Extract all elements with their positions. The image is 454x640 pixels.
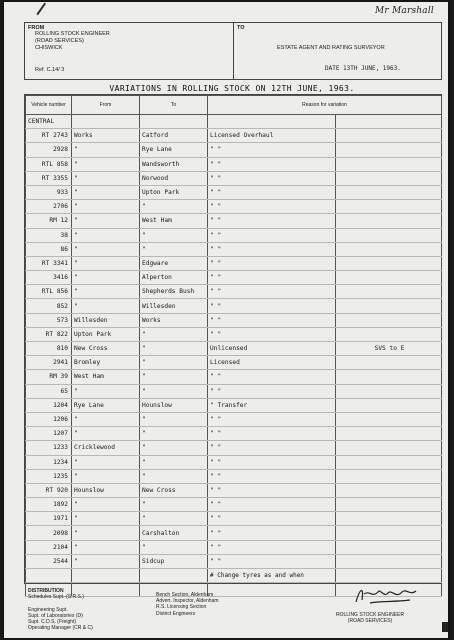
cell-vehicle: RT 3341 [26, 256, 72, 270]
cell-from: Hounslow [72, 483, 140, 497]
signature [350, 584, 430, 606]
cell-vehicle: 1204 [26, 398, 72, 412]
cell-extra [336, 526, 442, 540]
cell-reason: " " [208, 214, 336, 228]
from-label: FROM [28, 25, 45, 31]
cell-from: West Ham [72, 370, 140, 384]
cell-extra [336, 200, 442, 214]
cell-reason [208, 115, 336, 129]
table-row [26, 512, 442, 526]
table-row [26, 129, 442, 143]
cell-from: " [72, 157, 140, 171]
cell-reason: " " [208, 242, 336, 256]
table-row [26, 342, 442, 356]
table-row [26, 171, 442, 185]
signer-line: (ROAD SERVICES) [347, 618, 393, 624]
cell-vehicle [26, 569, 72, 583]
cell-extra [336, 370, 442, 384]
signer-title [336, 612, 404, 624]
col-from: From [72, 96, 140, 115]
cell-from: Rye Lane [72, 398, 140, 412]
table-row [26, 554, 442, 568]
cell-from: " [72, 285, 140, 299]
cell-extra [336, 398, 442, 412]
cell-vehicle: RM 39 [26, 370, 72, 384]
cell-to: Hounslow [140, 398, 208, 412]
cell-reason: " " [208, 157, 336, 171]
from-line: (ROAD SERVICES) [35, 38, 84, 44]
from-address [35, 31, 110, 52]
cell-reason: " " [208, 384, 336, 398]
cell-to: Shepherds Bush [140, 285, 208, 299]
distribution-item: Engineering Supt. [28, 606, 68, 613]
cell-extra [336, 554, 442, 568]
table-row [26, 469, 442, 483]
reference-number: Ref. C.14/ 3 [35, 67, 65, 73]
cell-vehicle: RT 3355 [26, 171, 72, 185]
handwritten-note: Mr Marshall [375, 6, 434, 16]
cell-to: Norwood [140, 171, 208, 185]
table-row [26, 271, 442, 285]
cell-vehicle: CENTRAL [26, 115, 72, 129]
table-row [26, 384, 442, 398]
table-row [26, 398, 442, 412]
distribution-item: R.S. Licensing Section [156, 604, 207, 611]
table-row [26, 356, 442, 370]
cell-reason: Licensed [208, 356, 336, 370]
table-row [26, 441, 442, 455]
footnote: # Change tyres as and when [210, 572, 304, 579]
cell-extra [336, 313, 442, 327]
cell-to: West Ham [140, 214, 208, 228]
pen-mark [36, 3, 45, 15]
variations-table [24, 94, 442, 584]
table-row [26, 285, 442, 299]
to-label: TO [237, 25, 245, 31]
cell-reason: " Transfer [208, 398, 336, 412]
cell-extra [336, 271, 442, 285]
cell-to: " [140, 228, 208, 242]
cell-from: Upton Park [72, 327, 140, 341]
cell-to: " [140, 200, 208, 214]
cell-to [140, 115, 208, 129]
cell-to: " [140, 356, 208, 370]
cell-from: Willesden [72, 313, 140, 327]
cell-extra [336, 129, 442, 143]
col-reason: Reason for variation [208, 96, 442, 115]
cell-reason: " " [208, 441, 336, 455]
cell-reason: " " [208, 200, 336, 214]
cell-extra: SVS to E [336, 342, 442, 356]
cell-extra [336, 569, 442, 583]
cell-vehicle: 86 [26, 242, 72, 256]
cell-reason: " " [208, 299, 336, 313]
cell-extra [336, 498, 442, 512]
cell-reason [208, 583, 336, 597]
table-row [26, 242, 442, 256]
cell-extra [336, 228, 442, 242]
cell-vehicle: 65 [26, 384, 72, 398]
table-row [26, 427, 442, 441]
distribution-item: Bench Section, Aldenham [156, 592, 214, 598]
cell-vehicle: 1971 [26, 512, 72, 526]
col-to: To [140, 96, 208, 115]
cell-from: " [72, 271, 140, 285]
cell-from: " [72, 299, 140, 313]
cell-reason: " " [208, 285, 336, 299]
distribution-item: Supt. of Laboratories (D) [28, 612, 83, 619]
cell-reason: " " [208, 271, 336, 285]
cell-extra [336, 299, 442, 313]
cell-vehicle: 2544 [26, 554, 72, 568]
header-box [24, 22, 442, 80]
cell-from: " [72, 540, 140, 554]
table-row [26, 526, 442, 540]
cell-from: " [72, 185, 140, 199]
cell-reason: " " [208, 412, 336, 426]
cell-from: " [72, 554, 140, 568]
cell-reason: " " [208, 540, 336, 554]
cell-from: Works [72, 129, 140, 143]
cell-vehicle: RTL 856 [26, 285, 72, 299]
table-row [26, 455, 442, 469]
cell-from: " [72, 512, 140, 526]
cell-to: Upton Park [140, 185, 208, 199]
cell-extra [336, 512, 442, 526]
cell-reason: " " [208, 483, 336, 497]
table-row [26, 115, 442, 129]
document-date: DATE 13TH JUNE, 1963. [325, 65, 401, 72]
cell-from: Bromley [72, 356, 140, 370]
table-row [26, 185, 442, 199]
cell-reason: Licensed Overhaul [208, 129, 336, 143]
cell-from: " [72, 242, 140, 256]
cell-vehicle: 810 [26, 342, 72, 356]
cell-reason: " " [208, 185, 336, 199]
cell-vehicle: 1234 [26, 455, 72, 469]
distribution-item: Advert. Inspector, Aldenham [156, 598, 219, 605]
col-vehicle-number: Vehicle number [26, 96, 72, 115]
cell-to: " [140, 455, 208, 469]
table-row [26, 157, 442, 171]
cell-extra [336, 256, 442, 270]
cell-reason: " " [208, 327, 336, 341]
cell-vehicle: RT 2743 [26, 129, 72, 143]
table-row [26, 200, 442, 214]
cell-extra [336, 185, 442, 199]
cell-extra [336, 214, 442, 228]
cell-vehicle: 1233 [26, 441, 72, 455]
cell-to: " [140, 469, 208, 483]
distribution-item: Supt. C.D.S. (Freight) [28, 619, 77, 626]
table-row [26, 483, 442, 497]
cell-to: " [140, 342, 208, 356]
cell-from: " [72, 469, 140, 483]
cell-to: " [140, 427, 208, 441]
cell-vehicle: RT 822 [26, 327, 72, 341]
cell-vehicle: 3416 [26, 271, 72, 285]
cell-to: New Cross [140, 483, 208, 497]
cell-to: " [140, 441, 208, 455]
cell-reason: " " [208, 498, 336, 512]
table-row [26, 256, 442, 270]
cell-reason: " " [208, 313, 336, 327]
cell-from [72, 115, 140, 129]
cell-extra [336, 285, 442, 299]
cell-reason: " " [208, 370, 336, 384]
cell-reason: " " [208, 427, 336, 441]
table-row [26, 498, 442, 512]
cell-vehicle: 38 [26, 228, 72, 242]
cell-from: " [72, 526, 140, 540]
cell-extra [336, 384, 442, 398]
cell-from: " [72, 455, 140, 469]
cell-to: " [140, 384, 208, 398]
cell-from: " [72, 384, 140, 398]
from-line: ROLLING STOCK ENGINEER [35, 31, 110, 37]
cell-extra [336, 469, 442, 483]
table-row [26, 228, 442, 242]
cell-to: Rye Lane [140, 143, 208, 157]
table-row [26, 540, 442, 554]
cell-to: Edgware [140, 256, 208, 270]
cell-from [72, 569, 140, 583]
cell-reason: " " [208, 256, 336, 270]
table-row [26, 370, 442, 384]
table-row [26, 327, 442, 341]
cell-to: Catford [140, 129, 208, 143]
distribution-item: Schedules Supt.-(S.R.S.) [28, 594, 84, 601]
distribution-list-right [156, 592, 219, 617]
cell-extra [336, 412, 442, 426]
cell-to: " [140, 370, 208, 384]
cell-extra [336, 143, 442, 157]
table-header-row [26, 96, 442, 115]
cell-reason: " " [208, 171, 336, 185]
cell-extra [336, 483, 442, 497]
cell-reason: Unlicensed [208, 342, 336, 356]
header-divider [233, 23, 234, 79]
cell-extra [336, 171, 442, 185]
cell-to: " [140, 242, 208, 256]
table-row [26, 299, 442, 313]
variations-grid [25, 95, 442, 597]
corner-mark [442, 622, 448, 632]
cell-vehicle: 1207 [26, 427, 72, 441]
cell-vehicle: 852 [26, 299, 72, 313]
cell-vehicle: 2941 [26, 356, 72, 370]
cell-vehicle: RTL 858 [26, 157, 72, 171]
cell-from: New Cross [72, 342, 140, 356]
cell-extra [336, 327, 442, 341]
cell-from: Cricklewood [72, 441, 140, 455]
cell-to: " [140, 327, 208, 341]
table-row [26, 412, 442, 426]
cell-vehicle: 1235 [26, 469, 72, 483]
cell-reason: " " [208, 469, 336, 483]
cell-vehicle: 2928 [26, 143, 72, 157]
cell-to: " [140, 540, 208, 554]
cell-extra [336, 157, 442, 171]
cell-reason: " " [208, 526, 336, 540]
cell-extra [336, 242, 442, 256]
cell-from: " [72, 228, 140, 242]
cell-to: Willesden [140, 299, 208, 313]
cell-extra [336, 115, 442, 129]
cell-vehicle: 1892 [26, 498, 72, 512]
cell-reason: " " [208, 512, 336, 526]
cell-from: " [72, 427, 140, 441]
cell-reason: " " [208, 143, 336, 157]
cell-reason: " " [208, 554, 336, 568]
cell-vehicle: 1206 [26, 412, 72, 426]
signer-line: ROLLING STOCK ENGINEER [336, 612, 404, 618]
cell-reason: " " [208, 455, 336, 469]
distribution-item: District Engineers [156, 610, 196, 617]
table-row [26, 214, 442, 228]
cell-from: " [72, 498, 140, 512]
cell-from: " [72, 214, 140, 228]
cell-extra [336, 455, 442, 469]
cell-vehicle: 933 [26, 185, 72, 199]
cell-extra [336, 540, 442, 554]
cell-from: " [72, 171, 140, 185]
document-title: VARIATIONS IN ROLLING STOCK ON 12TH JUNE, 1963. [109, 84, 355, 93]
cell-to: Carshalton [140, 526, 208, 540]
cell-to: Alperton [140, 271, 208, 285]
cell-to: Works [140, 313, 208, 327]
cell-from: " [72, 412, 140, 426]
cell-vehicle: 2098 [26, 526, 72, 540]
table-row [26, 313, 442, 327]
cell-to: Sidcup [140, 554, 208, 568]
cell-extra [336, 356, 442, 370]
distribution-list [28, 588, 93, 631]
cell-vehicle: 573 [26, 313, 72, 327]
table-row [26, 143, 442, 157]
cell-to [140, 569, 208, 583]
cell-to: " [140, 512, 208, 526]
cell-vehicle: 2706 [26, 200, 72, 214]
cell-to: " [140, 498, 208, 512]
distribution-item: Operating Manager (CR & C) [28, 625, 93, 632]
to-address: ESTATE AGENT AND RATING SURVEYOR [277, 45, 385, 51]
cell-from: " [72, 143, 140, 157]
cell-extra [336, 441, 442, 455]
cell-reason: " " [208, 228, 336, 242]
cell-to: Wandsworth [140, 157, 208, 171]
table-body [26, 115, 442, 597]
distribution-heading: DISTRIBUTION [28, 588, 64, 594]
from-line: CHISWICK [35, 45, 63, 51]
cell-to: " [140, 412, 208, 426]
cell-vehicle: RT 920 [26, 483, 72, 497]
cell-extra [336, 427, 442, 441]
cell-vehicle: RM 12 [26, 214, 72, 228]
cell-vehicle: 2104 [26, 540, 72, 554]
cell-from: " [72, 256, 140, 270]
cell-from: " [72, 200, 140, 214]
